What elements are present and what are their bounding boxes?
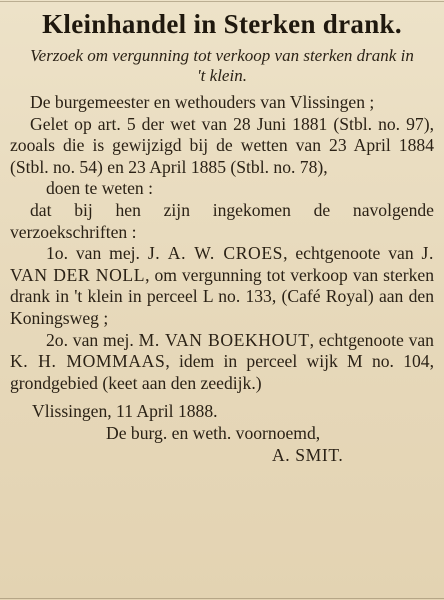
request-1-prefix: 1o. van mej.	[46, 243, 148, 264]
request-2-spouse: K. H. MOMMAAS	[10, 351, 166, 372]
request-2-applicant: M. VAN BOEKHOUT	[138, 329, 310, 350]
paragraph-request-2	[10, 330, 434, 395]
paragraph-request-1	[10, 243, 434, 329]
notice-body	[10, 92, 434, 394]
request-1-spouse: J. VAN DER NOLL	[10, 243, 434, 285]
bottom-rule	[0, 598, 444, 599]
request-1-details: , om vergunning tot verkoop van sterken drank in 't klein in perceel L no. 133, (Café Royal) aan den Koningsweg ;	[10, 264, 434, 328]
notice-subtitle: Verzoek om vergunning tot verkoop van sterken drank in 't klein.	[30, 46, 414, 85]
request-1-applicant: J. A. W. CROES	[147, 243, 284, 264]
top-rule	[0, 1, 444, 2]
paragraph-legal-basis: Gelet op art. 5 der wet van 28 Juni 1881 (Stbl. no. 97), zooals die is gewijzigd bij de wetten van 23 April 1884 (Stbl. no. 54) en 23 April 1885 (Stbl. no. 78),	[10, 113, 434, 177]
closing-date: Vlissingen, 11 April 1888.	[32, 401, 218, 422]
paragraph-announcement: doen te weten :	[46, 178, 153, 199]
closing-signatory: A. SMIT.	[272, 445, 344, 466]
request-2-details: , idem in perceel wijk M no. 104, grondgebied (keet aan den zeedijk.)	[10, 351, 434, 393]
notice-title: Kleinhandel in Sterken drank.	[42, 9, 402, 39]
request-2-mid: , echtgenoote van	[309, 329, 434, 350]
closing-signature-line: De burg. en weth. voornoemd,	[106, 423, 321, 444]
paragraph-requests-intro: dat bij hen zijn ingekomen de navolgende verzoekschriften :	[10, 199, 434, 242]
request-1-mid: , echtgenoote van	[283, 243, 422, 264]
paragraph-authorities: De burgemeester en wethouders van Vlissingen ;	[30, 92, 375, 112]
request-2-prefix: 2o. van mej.	[46, 329, 139, 350]
